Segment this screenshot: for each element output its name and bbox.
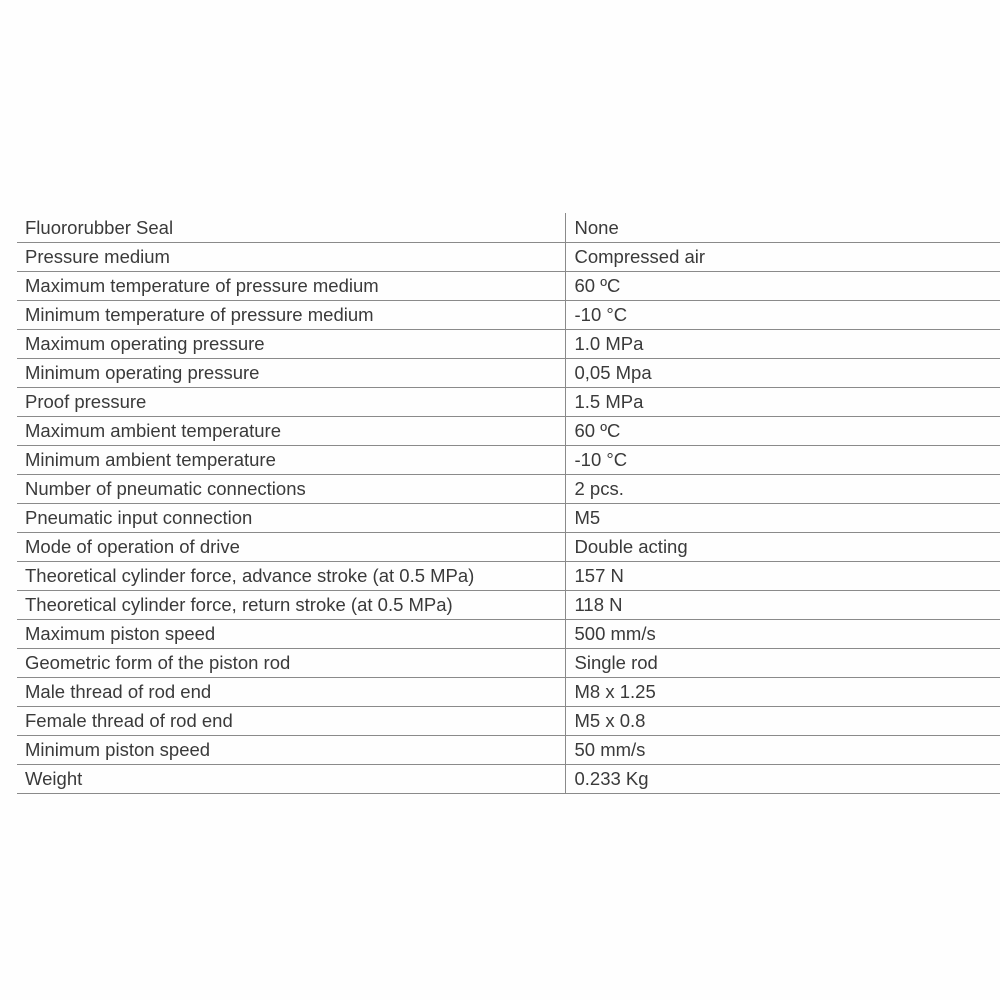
- spec-row-min-piston-speed: [17, 735, 1000, 764]
- spec-row-fluororubber-seal: [17, 213, 1000, 242]
- spec-row-max-medium-temperature: [17, 271, 1000, 300]
- spec-row-advance-force: [17, 561, 1000, 590]
- spec-label: Minimum operating pressure: [17, 358, 565, 387]
- spec-value: Single rod: [565, 648, 1000, 677]
- spec-value: 60 ºC: [565, 271, 1000, 300]
- spec-label: Minimum ambient temperature: [17, 445, 565, 474]
- spec-label: Theoretical cylinder force, return stroke (at 0.5 MPa): [17, 590, 565, 619]
- spec-label: Maximum operating pressure: [17, 329, 565, 358]
- spec-row-pneumatic-input: [17, 503, 1000, 532]
- spec-table: [17, 213, 1000, 794]
- spec-label: Male thread of rod end: [17, 677, 565, 706]
- spec-value: 50 mm/s: [565, 735, 1000, 764]
- spec-value: 157 N: [565, 561, 1000, 590]
- spec-value: 1.0 MPa: [565, 329, 1000, 358]
- spec-label: Mode of operation of drive: [17, 532, 565, 561]
- spec-value: M5 x 0.8: [565, 706, 1000, 735]
- spec-row-female-thread: [17, 706, 1000, 735]
- spec-label: Pneumatic input connection: [17, 503, 565, 532]
- spec-table-body: [17, 213, 1000, 793]
- spec-value: 1.5 MPa: [565, 387, 1000, 416]
- spec-row-weight: [17, 764, 1000, 793]
- spec-value: 500 mm/s: [565, 619, 1000, 648]
- spec-value: Double acting: [565, 532, 1000, 561]
- spec-label: Minimum temperature of pressure medium: [17, 300, 565, 329]
- spec-value: Compressed air: [565, 242, 1000, 271]
- spec-label: Maximum piston speed: [17, 619, 565, 648]
- spec-row-max-ambient-temperature: [17, 416, 1000, 445]
- spec-row-max-operating-pressure: [17, 329, 1000, 358]
- spec-label: Weight: [17, 764, 565, 793]
- spec-value: 0.233 Kg: [565, 764, 1000, 793]
- spec-label: Geometric form of the piston rod: [17, 648, 565, 677]
- spec-label: Fluororubber Seal: [17, 213, 565, 242]
- spec-value: -10 °C: [565, 445, 1000, 474]
- spec-value: 118 N: [565, 590, 1000, 619]
- spec-label: Proof pressure: [17, 387, 565, 416]
- spec-label: Number of pneumatic connections: [17, 474, 565, 503]
- spec-value: 2 pcs.: [565, 474, 1000, 503]
- spec-row-min-ambient-temperature: [17, 445, 1000, 474]
- spec-value: None: [565, 213, 1000, 242]
- spec-value: M5: [565, 503, 1000, 532]
- spec-value: 60 ºC: [565, 416, 1000, 445]
- spec-label: Maximum temperature of pressure medium: [17, 271, 565, 300]
- spec-row-return-force: [17, 590, 1000, 619]
- spec-row-mode-of-operation: [17, 532, 1000, 561]
- spec-row-proof-pressure: [17, 387, 1000, 416]
- spec-label: Theoretical cylinder force, advance stroke (at 0.5 MPa): [17, 561, 565, 590]
- spec-value: -10 °C: [565, 300, 1000, 329]
- spec-row-max-piston-speed: [17, 619, 1000, 648]
- spec-row-pressure-medium: [17, 242, 1000, 271]
- spec-row-piston-rod-form: [17, 648, 1000, 677]
- spec-label: Pressure medium: [17, 242, 565, 271]
- spec-row-male-thread: [17, 677, 1000, 706]
- spec-row-min-operating-pressure: [17, 358, 1000, 387]
- spec-row-min-medium-temperature: [17, 300, 1000, 329]
- spec-label: Female thread of rod end: [17, 706, 565, 735]
- spec-label: Minimum piston speed: [17, 735, 565, 764]
- spec-label: Maximum ambient temperature: [17, 416, 565, 445]
- spec-value: M8 x 1.25: [565, 677, 1000, 706]
- spec-row-pneumatic-connections: [17, 474, 1000, 503]
- spec-value: 0,05 Mpa: [565, 358, 1000, 387]
